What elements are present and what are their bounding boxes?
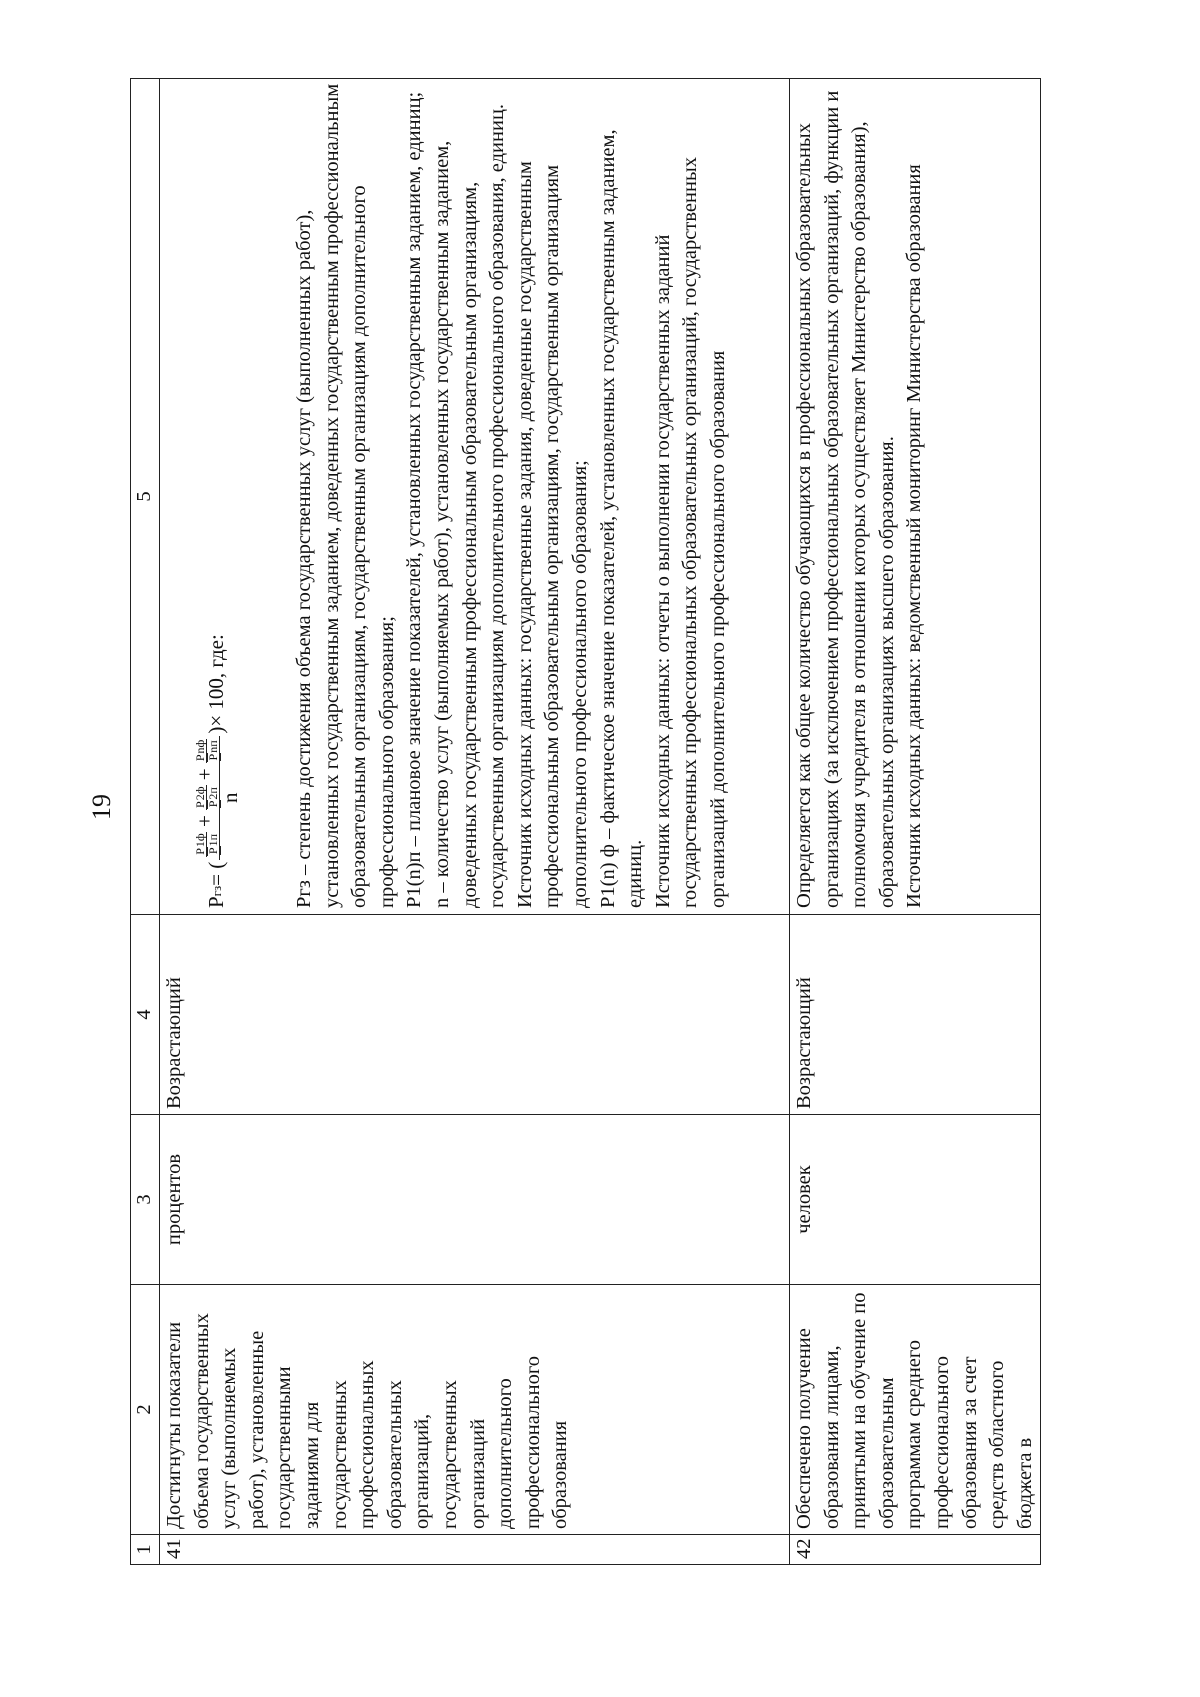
header-col-3: 3 (131, 1115, 160, 1285)
method-paragraph: Определяется как общее количество обучающихся в профессиональных образовательных организациях (за исключением профессиональных образовательных организаций, функции и полномочия учредителя в отношении которых осуществляет Министерство образования), образовательных организациях высшего образования. (793, 90, 898, 908)
method-paragraph: Источник исходных данных: ведомственный мониторинг Министерства образования (903, 164, 926, 908)
formula (161, 83, 273, 908)
method-paragraph: Р1(n) ф – фактическое значение показателей, установленных государственным заданием, единиц. (596, 129, 647, 908)
formula-eq: = ( (204, 861, 229, 886)
indicator-table (130, 78, 1041, 1565)
method-paragraph: Источник исходных данных: отчеты о выполнении государственных заданий государственных профессиональных образовательных организаций, государственных организаций дополнительного профессионального образования (651, 157, 729, 908)
page-number: 19 (87, 794, 116, 820)
unit-of-measure: процентов (160, 1115, 790, 1285)
indicator-trend: Возрастающий (790, 915, 1041, 1115)
rotated-page (130, 79, 1036, 1565)
method-paragraph: n – количество услуг (выполняемых работ), установленных государственным заданием, доведенных государственным профессиональным образовательным организациям, государственным организациям дополнительного профессионального образования, единиц. (430, 103, 509, 908)
formula-tail: )× 100, где: (204, 634, 229, 734)
indicator-name: Достигнуты показатели объема государственных услуг (выполняемых работ), установленные государственными заданиями для государственных профессиональных образовательных организаций, государственных организаций дополнительного профессионального образования (160, 1285, 790, 1535)
unit-of-measure: человек (790, 1115, 1041, 1285)
indicator-name: Обеспечено получение образования лицами, принятыми на обучение по образовательным программам среднего профессионального образования за счет средств областного бюджета в (790, 1285, 1041, 1535)
term-n-fraction: Рnф Рnп (193, 739, 220, 762)
header-col-5: 5 (131, 79, 160, 915)
formula-main-fraction (194, 736, 240, 860)
formula-lhs: Р (204, 896, 229, 908)
row-number: 41 (160, 1535, 790, 1565)
term-2-fraction: Р2ф Р2п (193, 786, 220, 808)
calculation-method (160, 79, 790, 915)
table-row (160, 79, 790, 1565)
method-paragraph: Р1(n)п – плановое значение показателей, установленных государственным заданием, единиц; (403, 91, 426, 908)
header-col-1: 1 (131, 1535, 160, 1565)
plus-sign: + (192, 815, 217, 828)
header-col-4: 4 (131, 915, 160, 1115)
method-paragraph: Ргз – степень достижения объема государственных услуг (выполненных работ), установленных государственным заданием, доведенных государственным профессиональным образовательным организациям, государственным организациям дополнительного профессионального образования; (293, 83, 398, 908)
row-number: 42 (790, 1535, 1041, 1565)
formula-lhs-sub: гз (209, 885, 225, 897)
table-row (790, 79, 1041, 1565)
indicator-trend: Возрастающий (160, 915, 790, 1115)
table-header-row (131, 79, 160, 1565)
formula-denominator: n (218, 792, 242, 803)
header-col-2: 2 (131, 1285, 160, 1535)
method-paragraph: Источник исходных данных: государственные задания, доведенные государственным профессиональным образовательным организациям, государственным организациям дополнительного профессионального образования; (513, 161, 591, 908)
term-1-fraction: Р1ф Р1п (193, 833, 220, 855)
plus-sign: + (192, 768, 217, 781)
calculation-method (790, 79, 1041, 915)
